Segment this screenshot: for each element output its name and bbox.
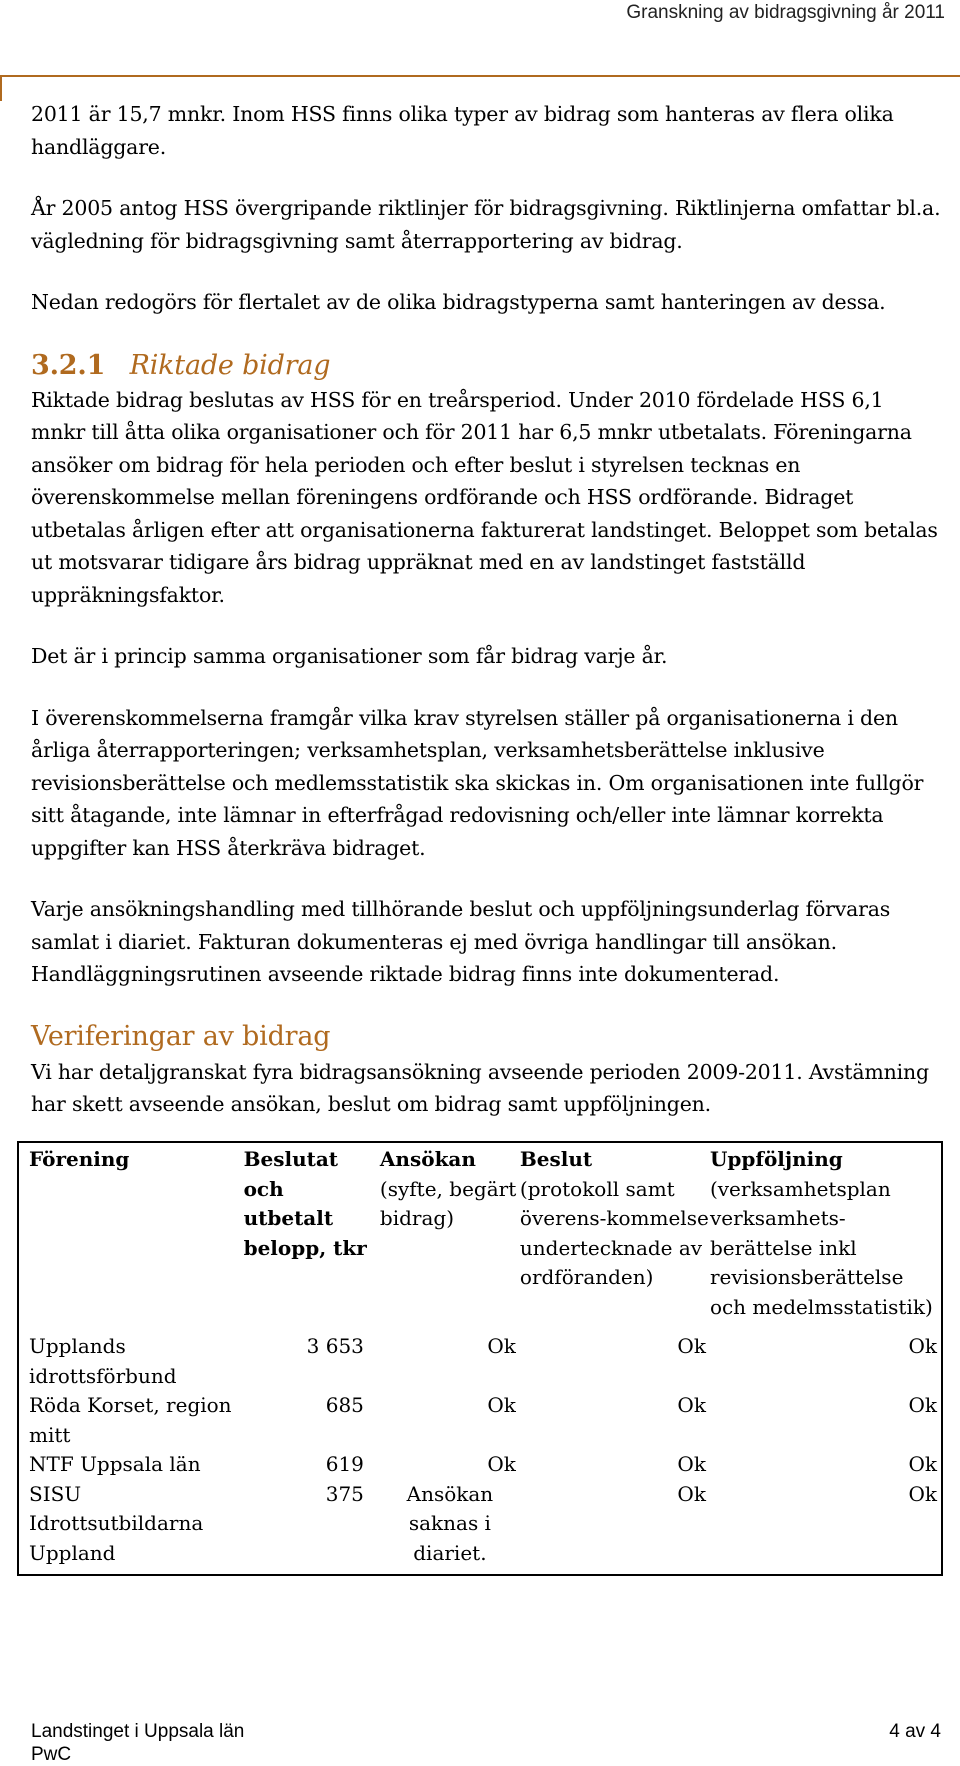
cell-belopp: 685 xyxy=(325,1393,364,1417)
cell-ansokan: Ok xyxy=(487,1452,516,1476)
table-row xyxy=(18,1332,942,1391)
cell-forening: Upplands idrottsförbund xyxy=(29,1334,177,1388)
table-row xyxy=(18,1480,942,1576)
paragraph: 2011 är 15,7 mnkr. Inom HSS finns olika typer av bidrag som hanteras av flera olika handläggare. xyxy=(31,102,894,159)
cell-forening: SISU Idrottsutbildarna Uppland xyxy=(29,1481,204,1565)
table-row xyxy=(18,1450,942,1480)
cell-uppfoljning: Ok xyxy=(908,1334,937,1358)
table-header-row xyxy=(18,1142,942,1332)
header-cell-ansokan: Ansökan (syfte, begärt bidrag) xyxy=(379,1147,517,1230)
paragraph: Nedan redogörs för flertalet av de olika bidragstyperna samt hanteringen av dessa. xyxy=(31,290,886,314)
header-cell-uppfoljning: Uppföljning (verksamhetsplan verksamhets-berättelse inkl revisionsberättelse och medelmsstatistik) xyxy=(709,1147,933,1319)
paragraph: I överenskommelserna framgår vilka krav styrelsen ställer på organisationerna i den årliga återrapporteringen; verksamhetsplan, verksamhetsberättelse inklusive revisionsberättelse och medlemsstatistik ska skickas in. Om organisationen inte fullgör sitt åtagande, inte lämnar in efterfrågad redovisning och/eller inte lämnar korrekta uppgifter kan HSS återkräva bidraget. xyxy=(31,705,924,860)
header-rule xyxy=(0,75,960,77)
paragraph: Riktade bidrag beslutas av HSS för en treårsperiod. Under 2010 fördelade HSS 6,1 mnkr till åtta olika organisationer och för 2011 har 6,5 mnkr utbetalats. Föreningarna ansöker om bidrag för hela perioden och efter beslut i styrelsen tecknas en överenskommelse mellan föreningens ordförande och HSS ordförande. Bidraget utbetalas årligen efter att organisationerna fakturerat landstinget. Beloppet som betalas ut motsvarar tidigare års bidrag uppräknat med en av landstinget fastställd uppräkningsfaktor. xyxy=(31,387,938,607)
footer-organization: Landstinget i Uppsala län xyxy=(31,1721,245,1742)
paragraph: År 2005 antog HSS övergripande riktlinjer för bidragsgivning. Riktlinjerna omfattar bl.a. vägledning för bidragsgivning samt återrapportering av bidrag. xyxy=(31,196,941,253)
header-cell-belopp: Beslutat och utbetalt belopp, tkr xyxy=(243,1147,367,1260)
page-header-title: Granskning av bidragsgivning år 2011 xyxy=(626,2,945,23)
cell-ansokan: Ok xyxy=(487,1334,516,1358)
cell-ansokan: Ok xyxy=(487,1393,516,1417)
cell-ansokan: Ansökan saknas i diariet. xyxy=(406,1481,494,1565)
header-cell-beslut: Beslut (protokoll samt överens-kommelse undertecknade av ordföranden) xyxy=(519,1147,709,1289)
section-heading xyxy=(31,348,941,384)
cell-uppfoljning: Ok xyxy=(908,1393,937,1417)
page-number: 4 av 4 xyxy=(889,1721,941,1742)
header-corner-mark xyxy=(0,75,2,101)
section-title: Riktade bidrag xyxy=(129,349,331,381)
paragraph: Det är i princip samma organisationer som får bidrag varje år. xyxy=(31,644,668,668)
cell-beslut: Ok xyxy=(677,1452,706,1476)
header-cell-forening: Förening xyxy=(29,1147,130,1171)
page-footer xyxy=(31,1720,941,1766)
cell-belopp: 375 xyxy=(325,1481,364,1506)
cell-beslut: Ok xyxy=(677,1393,706,1417)
cell-beslut: Ok xyxy=(677,1481,706,1506)
paragraph: Vi har detaljgranskat fyra bidragsansökning avseende perioden 2009-2011. Avstämning har skett avseende ansökan, beslut om bidrag samt uppföljningen. xyxy=(31,1059,929,1116)
document-body xyxy=(31,98,941,1121)
footer-company: PwC xyxy=(31,1744,72,1765)
cell-forening: Röda Korset, region mitt xyxy=(29,1393,232,1447)
table-row xyxy=(18,1391,942,1450)
paragraph: Varje ansökningshandling med tillhörande beslut och uppföljningsunderlag förvaras samlat i diariet. Fakturan dokumenteras ej med övriga handlingar till ansökan. Handläggningsrutinen avseende riktade bidrag finns inte dokumenterad. xyxy=(31,897,891,986)
cell-uppfoljning: Ok xyxy=(908,1481,937,1506)
cell-belopp: 3 653 xyxy=(306,1334,364,1358)
section-number: 3.2.1 xyxy=(31,349,106,381)
cell-forening: NTF Uppsala län xyxy=(29,1452,201,1476)
verification-heading: Veriferingar av bidrag xyxy=(31,1020,331,1052)
verification-table xyxy=(17,1141,943,1576)
cell-beslut: Ok xyxy=(677,1334,706,1358)
cell-uppfoljning: Ok xyxy=(908,1452,937,1476)
cell-belopp: 619 xyxy=(325,1452,364,1476)
